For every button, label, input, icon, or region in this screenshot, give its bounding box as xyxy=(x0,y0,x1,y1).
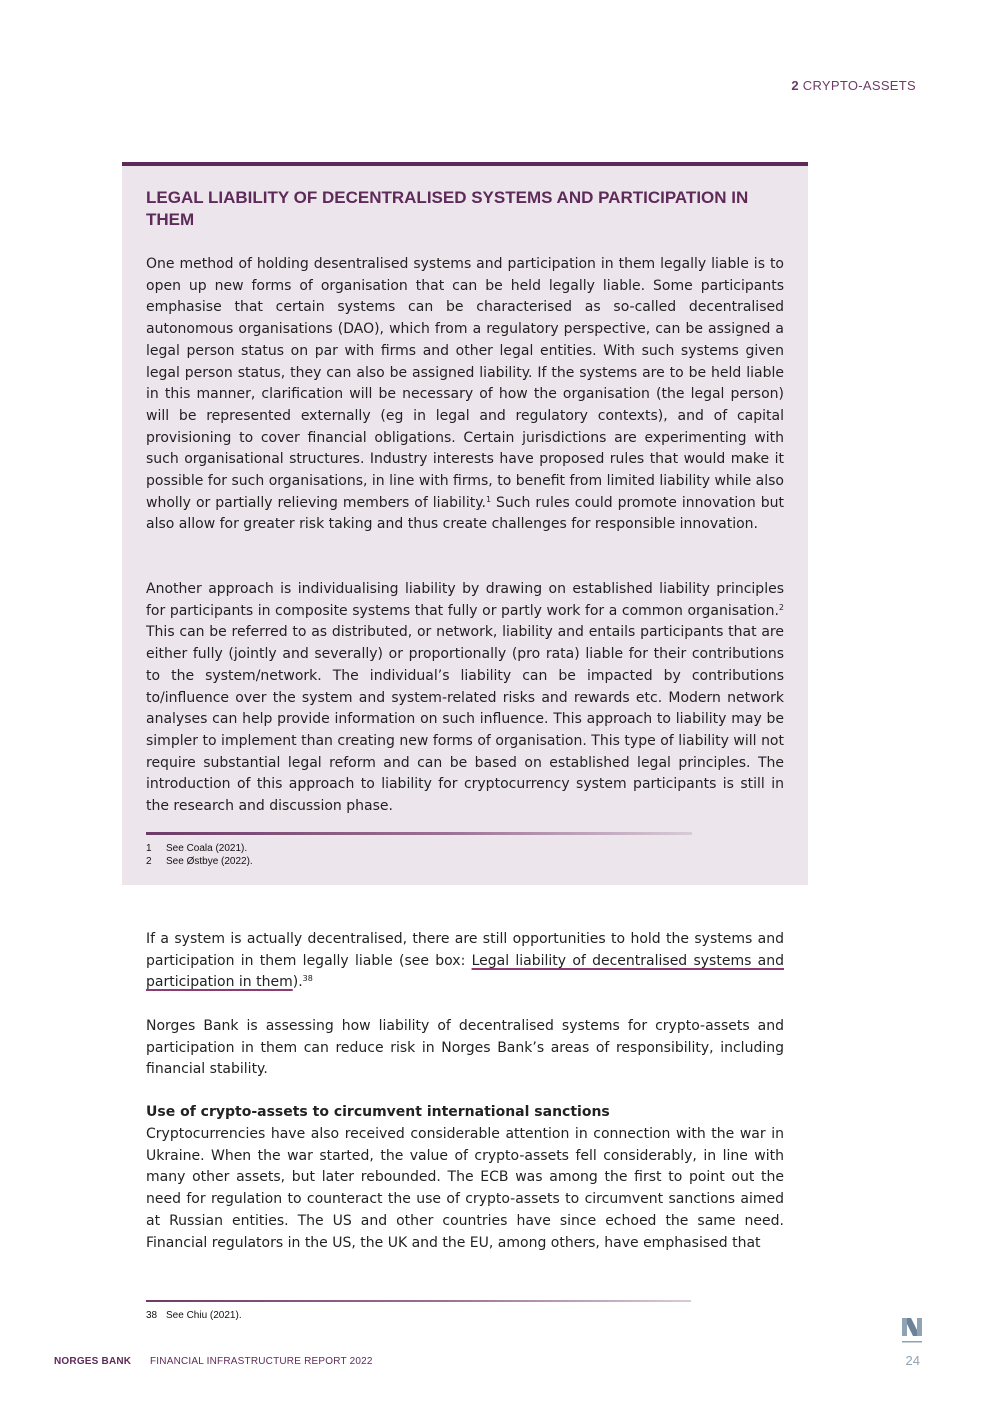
box-paragraph-1-text-cont: Such rules could promote innovation but also allow for greater risk taking and thus create challenges for responsible innovation. xyxy=(146,494,784,533)
section-name: CRYPTO-ASSETS xyxy=(802,78,916,93)
info-box xyxy=(122,162,808,885)
box-footnote xyxy=(146,842,253,855)
footnote-ref-2[interactable]: 2 xyxy=(778,602,784,612)
box-footnote-divider xyxy=(146,832,692,835)
box-title: LEGAL LIABILITY OF DECENTRALISED SYSTEMS AND PARTICIPATION IN THEM xyxy=(146,188,749,229)
section-number: 2 xyxy=(791,78,799,93)
box-paragraph-2-text: Another approach is individualising liability by drawing on established liability principles for participants in composite systems that fully or partly work for a common organisation. xyxy=(146,581,784,619)
body-paragraph-2: Norges Bank is assessing how liability of decentralised systems for crypto-assets and participation in them can reduce risk in Norges Bank’s areas of responsibility, including financial stability. xyxy=(146,1018,784,1078)
box-paragraph-2-text-cont: This can be referred to as distributed, or network, liability and entails participants that are either fully (jointly and severally) or proportionally (pro rata) liable for their contributions to the system/network. The individual’s liability can be impacted by contributions to/influence over the system and system-related risks and rewards etc. Modern network analyses can help provide information on such influence. This approach to liability may be simpler to implement than creating new forms of organisation. This type of liability will not require substantial legal reform and can be based on established legal principles. The introduction of this approach to liability for cryptocurrency system participants is still in the research and discussion phase. xyxy=(146,624,784,815)
page-footnote-number: 38 xyxy=(146,1310,158,1321)
page-footnote-divider xyxy=(146,1300,691,1302)
body-paragraph-1-text: If a system is actually decentralised, there are still opportunities to hold the systems and participation in them legally liable (see box: xyxy=(146,931,784,969)
box-footnote-number: 2 xyxy=(146,856,152,867)
body-paragraph-1-text-cont: ). xyxy=(292,974,303,991)
norges-bank-logo-icon xyxy=(902,1316,922,1344)
box-footnote-text: See Coala (2021). xyxy=(166,843,248,854)
box-footnote-text: See Østbye (2022). xyxy=(166,856,253,867)
box-footnote-number: 1 xyxy=(146,843,152,854)
page-footnotes xyxy=(146,1309,242,1322)
box-cross-reference-link[interactable]: Legal liability of decentralised systems and participation in them xyxy=(146,952,784,991)
page-footnote-text: See Chiu (2021). xyxy=(166,1310,242,1321)
box-paragraph-1 xyxy=(146,254,784,536)
box-footnote xyxy=(146,855,253,868)
box-paragraph-2 xyxy=(146,579,784,818)
box-footnotes xyxy=(146,842,253,868)
body-paragraph-1 xyxy=(146,929,784,994)
section-subheading: Use of crypto-assets to circumvent international sanctions xyxy=(146,1104,610,1120)
body-paragraph-3: Cryptocurrencies have also received considerable attention in connection with the war in Ukraine. When the war started, the value of crypto-assets fell considerably, in line with many other assets, but later rebounded. The ECB was among the first to point out the need for regulation to counteract the use of crypto-assets to circumvent sanctions aimed at Russian entities. The US and other countries have since echoed the same need. Financial regulators in the US, the UK and the EU, among others, have emphasised that xyxy=(146,1126,784,1251)
footnote-ref-38[interactable]: 38 xyxy=(302,974,313,984)
page-number: 24 xyxy=(905,1353,920,1368)
footnote-ref-1[interactable]: 1 xyxy=(485,494,492,504)
box-paragraph-1-text: One method of holding desentralised systems and participation in them legally liable is to open up new forms of organisation that can be held legally liable. Some participants emphasise that certain systems can be characterised as so-called decentralised autonomous organisations (DAO), which from a regulatory perspective, can be assigned a legal person status on par with firms and other legal entities. With such systems given legal person status, they can also be assigned liability. If the systems are to be held liable in this manner, clarification will be necessary of how the organisation (the legal person) will be represented externally (eg in legal and regulatory contexts), and of capital provisioning to cover financial obligations. Certain jurisdictions are experimenting with such organisational structures. Industry interests have proposed rules that would make it possible for such organisations, in line with firms, to benefit from limited liability while also wholly or partially relieving members of liability. xyxy=(146,256,784,511)
section-header xyxy=(791,78,916,93)
footer-brand: NORGES BANK xyxy=(54,1356,132,1367)
footer-report-title: FINANCIAL INFRASTRUCTURE REPORT 2022 xyxy=(150,1356,373,1367)
page-footnote xyxy=(146,1309,242,1322)
